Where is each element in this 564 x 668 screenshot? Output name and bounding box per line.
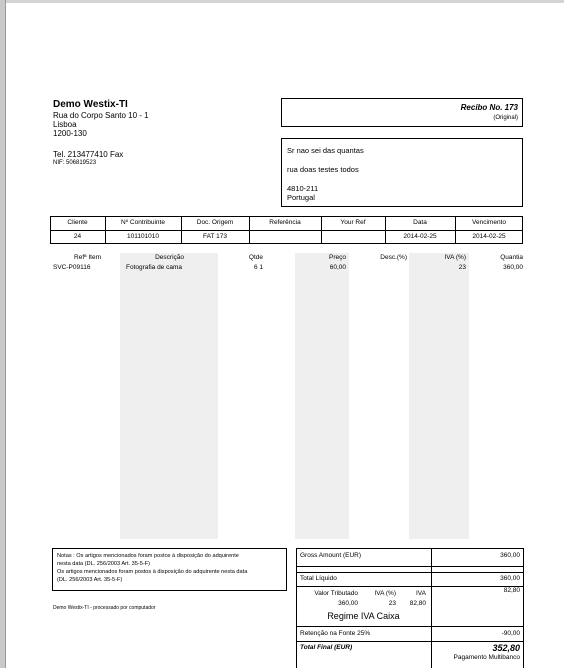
receipt-title: Recibo No. 173	[460, 103, 518, 112]
tax-value-vat: 82,80	[409, 600, 426, 607]
info-header-vencimento: Vencimento	[472, 219, 506, 226]
totals-divider	[296, 572, 524, 573]
items-header-qtde: Qtde	[248, 254, 263, 261]
info-value-contribuinte: 101101010	[126, 233, 160, 240]
vat-column-shade	[409, 253, 469, 539]
invoice-page	[7, 3, 564, 668]
items-header-quantia: Quantia	[500, 254, 523, 261]
item-amount: 360,00	[503, 264, 523, 271]
tax-value-base: 360,00	[338, 600, 358, 607]
company-nif: NIF: 506819523	[53, 160, 97, 166]
receipt-copy: (Original)	[493, 115, 518, 121]
info-header-your-ref: Your Ref	[340, 219, 366, 226]
item-ref: SVC-P09116	[53, 264, 91, 271]
net-total-value: 360,00	[500, 575, 520, 582]
info-header-cliente: Cliente	[67, 219, 88, 226]
tax-header-vat: IVA	[416, 590, 426, 597]
withholding-label: Retenção na Fonte 25%	[300, 630, 371, 637]
notes-line-2: nesta data (DL. 256/2003 Art. 35-5-F)	[57, 561, 150, 567]
items-header-descricao: Descrição	[155, 254, 184, 261]
info-value-cliente: 24	[73, 233, 82, 240]
info-table-divider	[50, 230, 523, 231]
item-price: 60,00	[329, 264, 346, 271]
totals-divider	[296, 586, 524, 587]
final-total-label: Total Final (EUR)	[300, 644, 353, 651]
totals-divider	[296, 626, 524, 627]
info-header-referencia: Referência	[269, 219, 301, 226]
notes-line-3: Os artigos mencionados foram postos à disposição do adquirente nesta data	[57, 569, 248, 575]
client-street: rua doas testes todos	[287, 165, 359, 174]
client-country: Portugal	[287, 193, 315, 202]
withholding-value: -90,00	[501, 630, 520, 637]
item-quantity: 6 1	[253, 264, 263, 271]
totals-divider	[296, 566, 524, 567]
viewer-left-edge	[0, 0, 6, 668]
description-column-shade	[120, 253, 218, 539]
price-column-shade	[295, 253, 349, 539]
info-value-data: 2014-02-25	[403, 233, 437, 240]
item-vat: 23	[458, 264, 466, 271]
final-total-value: 352,80	[492, 643, 520, 653]
client-address-box	[281, 138, 523, 207]
info-header-data: Data	[413, 219, 427, 226]
items-header-desc: Desc.(%)	[380, 254, 407, 261]
payment-method: Pagamento Multibanco	[453, 654, 520, 661]
tax-header-base: Valor Tributado	[314, 590, 358, 597]
processed-by-computer-note: Demo Westix-TI - processado por computador	[53, 605, 156, 611]
tax-header-rate: IVA (%)	[374, 590, 396, 597]
notes-box	[52, 548, 287, 591]
info-value-doc-origem: FAT 173	[203, 233, 227, 240]
receipt-title-box	[281, 98, 523, 127]
company-city: Lisboa	[53, 120, 77, 129]
company-tel: Tel. 213477410 Fax	[53, 150, 124, 159]
gross-amount-label: Gross Amount (EUR)	[300, 552, 362, 559]
net-total-label: Total Líquido	[300, 575, 337, 582]
client-name: Sr nao sei das quantas	[287, 146, 364, 155]
company-address: Rua do Corpo Santo 10 - 1	[53, 111, 149, 120]
info-header-doc-origem: Doc. Origem	[196, 219, 234, 226]
items-header-preco: Preço	[329, 254, 346, 261]
totals-divider	[296, 641, 524, 642]
vat-regime-label: Regime IVA Caixa	[327, 611, 400, 621]
notes-line-4: (DL. 256/2003 Art. 35-5-F)	[57, 577, 123, 583]
gross-amount-value: 360,00	[500, 552, 520, 559]
items-header-iva: IVA (%)	[444, 254, 466, 261]
notes-line-1: Notas : Os artigos mencionados foram postos à disposição do adquirente	[57, 553, 239, 559]
info-header-contribuinte: Nº Contribuinte	[121, 219, 165, 226]
client-postal: 4810-211	[287, 184, 319, 193]
company-postal: 1200-130	[53, 129, 87, 138]
item-description: Fotografia de cama	[126, 264, 183, 271]
company-name: Demo Westix-TI	[53, 99, 128, 110]
tax-value-rate: 23	[388, 600, 396, 607]
items-header-ref: Refª Item	[74, 254, 101, 261]
tax-total-value: 82,80	[503, 587, 520, 594]
info-value-vencimento: 2014-02-25	[472, 233, 506, 240]
